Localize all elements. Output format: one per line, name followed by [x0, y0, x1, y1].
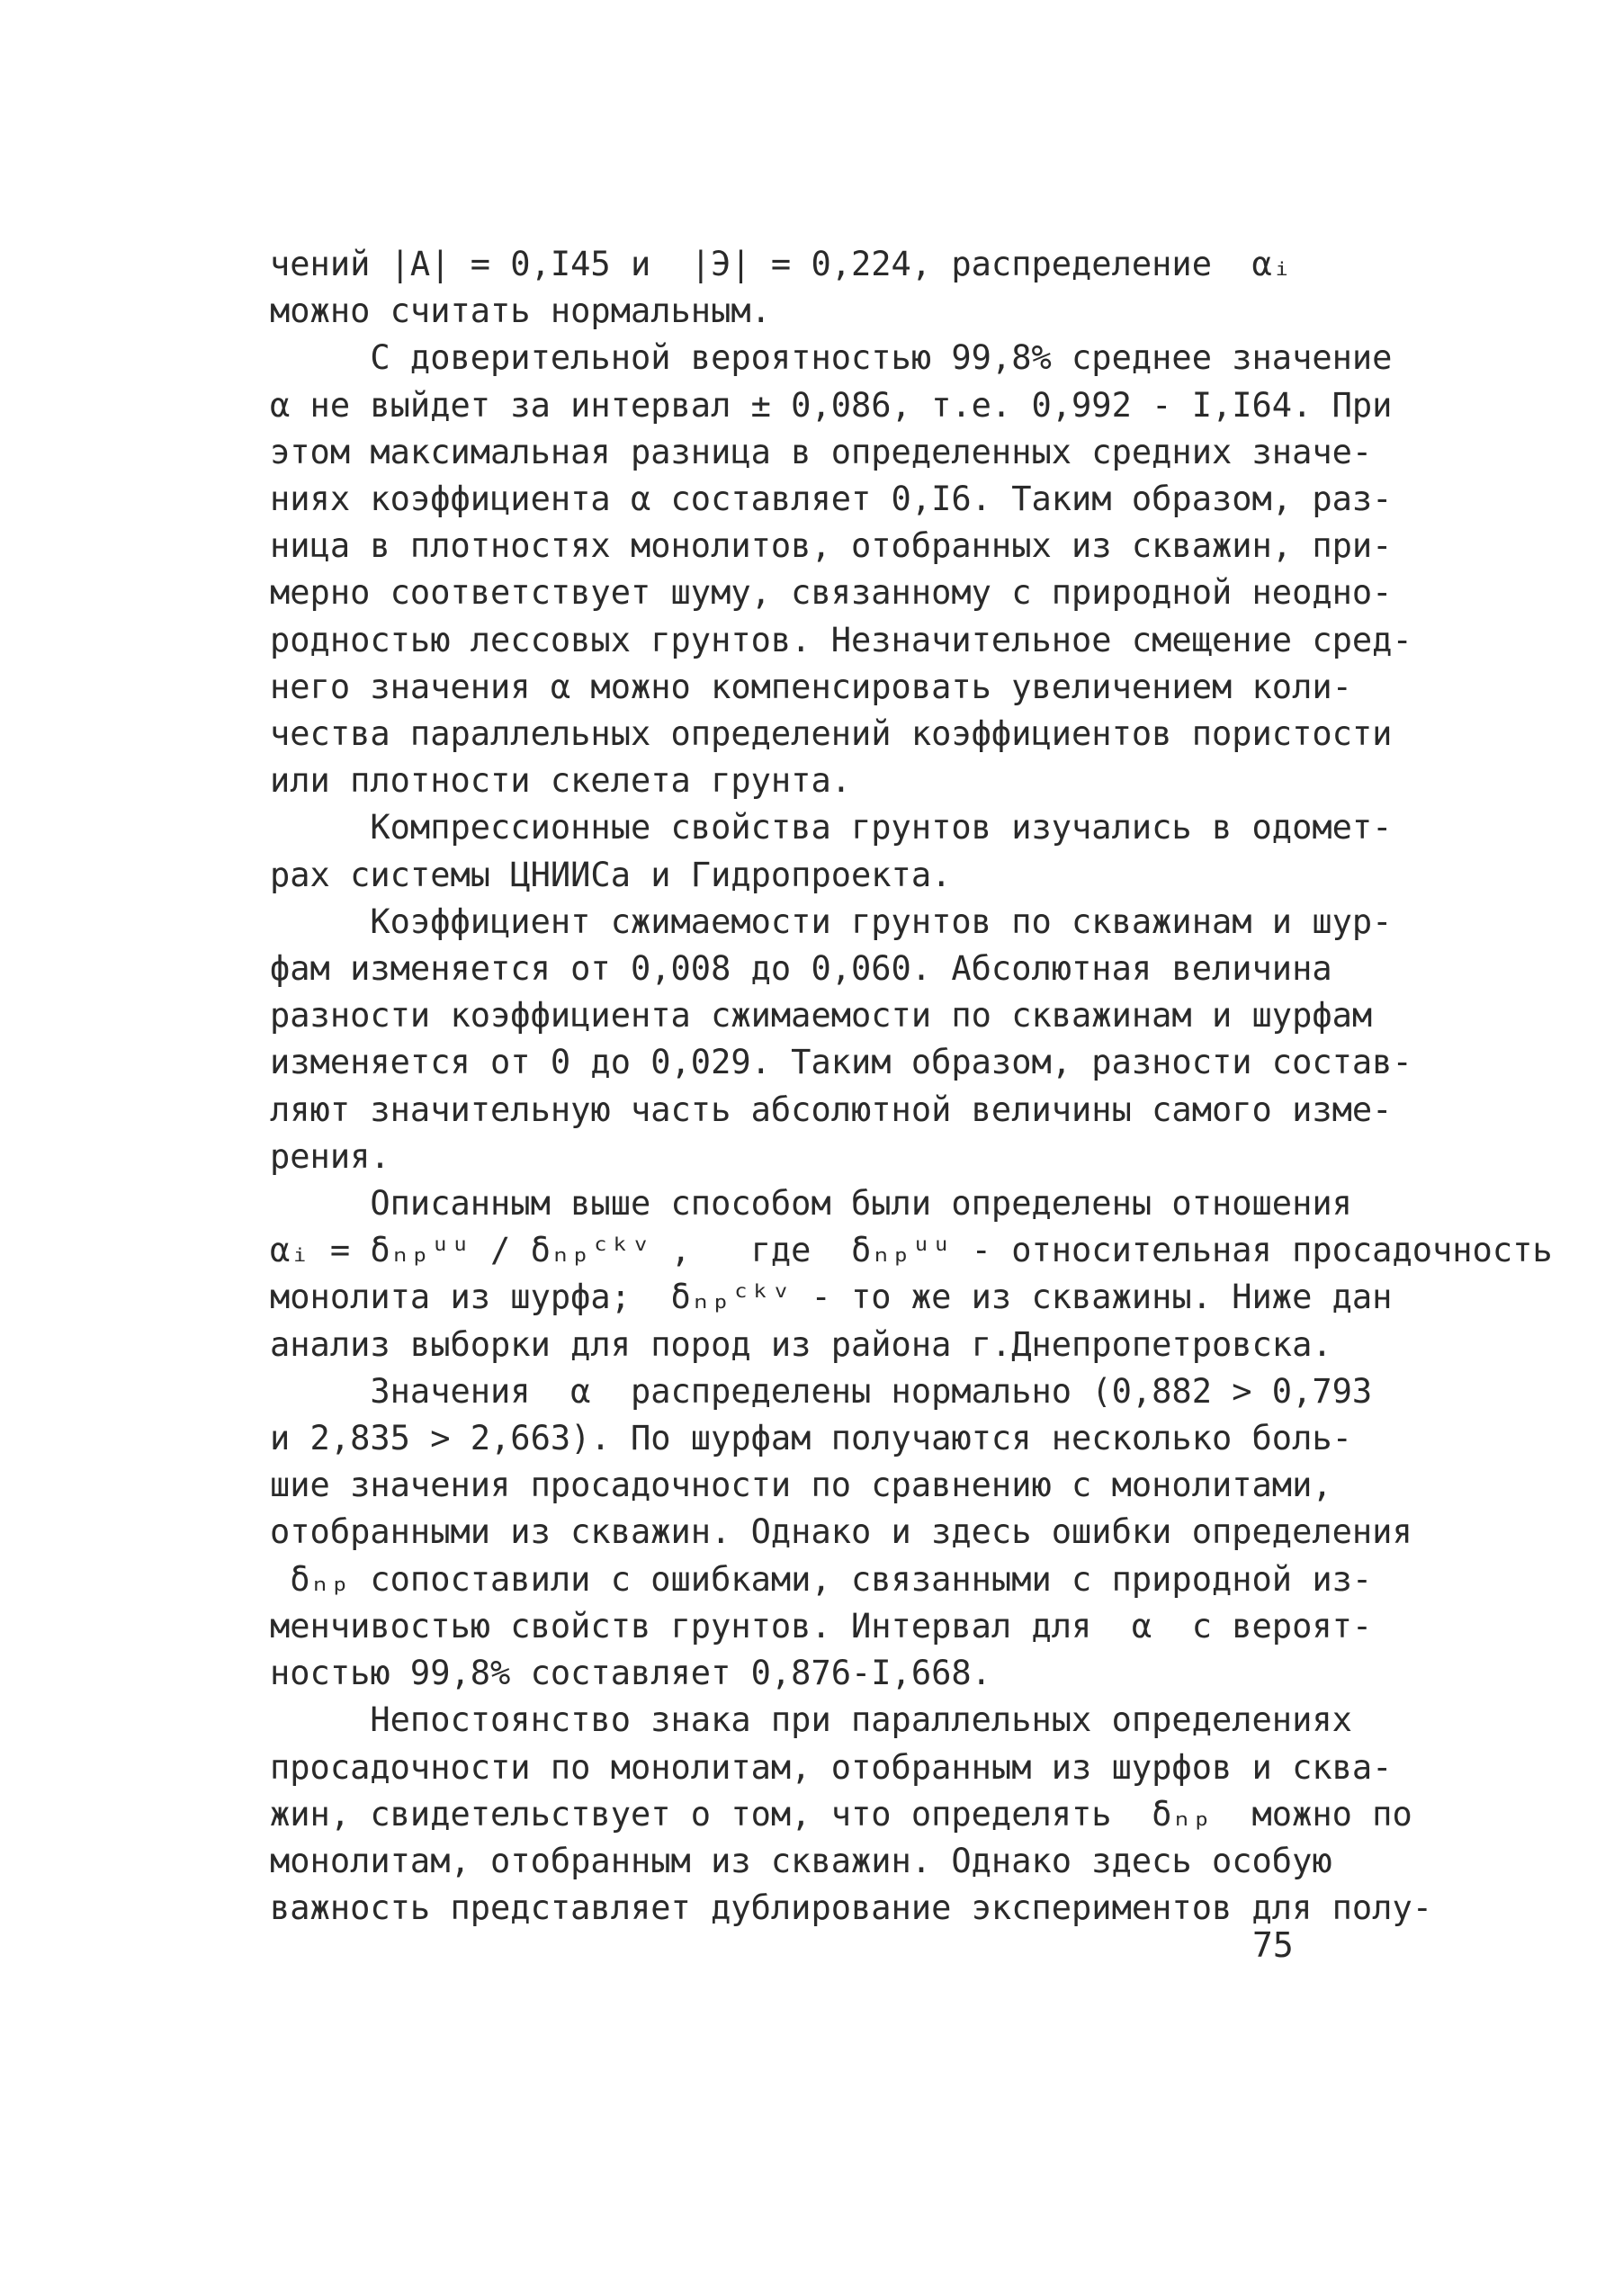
text-line: Описанным выше способом были определены отношения	[270, 1184, 1352, 1224]
text-line: ниях коэффициента α составляет 0,I6. Таким образом, раз-	[270, 480, 1393, 519]
text-line: монолитам, отобранным из скважин. Однако здесь особую	[270, 1841, 1332, 1880]
text-line: шие значения просадочности по сравнению с монолитами,	[270, 1466, 1332, 1505]
text-line: или плотности скелета грунта.	[270, 761, 852, 801]
body-text	[270, 241, 1553, 1932]
text-line: менчивостью свойств грунтов. Интервал для α с вероят-	[270, 1606, 1373, 1646]
text-line: ляют значительную часть абсолютной величины самого изме-	[270, 1090, 1393, 1129]
text-line: Коэффициент сжимаемости грунтов по скважинам и шур-	[270, 901, 1393, 941]
text-line: Непостоянство знака при параллельных определениях	[270, 1700, 1352, 1740]
text-line: можно считать нормальным.	[270, 291, 771, 331]
page-number: 75	[1252, 1925, 1294, 1965]
text-line: рах системы ЦНИИСа и Гидропроекта.	[270, 855, 952, 894]
text-line: изменяется от 0 до 0,029. Таким образом, разности состав-	[270, 1043, 1412, 1082]
text-line: Компрессионные свойства грунтов изучались в одомет-	[270, 808, 1393, 848]
text-line: фам изменяется от 0,008 до 0,060. Абсолютная величина	[270, 949, 1332, 989]
text-line: С доверительной вероятностью 99,8% среднее значение	[270, 338, 1393, 378]
text-line: мерно соответствует шуму, связанному с природной неодно-	[270, 573, 1393, 613]
text-line: рения.	[270, 1136, 390, 1176]
text-line: него значения α можно компенсировать увеличением коли-	[270, 667, 1352, 706]
text-line: α не выйдет за интервал ± 0,086, т.е. 0,992 - I,I64. При	[270, 385, 1393, 425]
text-line: и 2,835 > 2,663). По шурфам получаются несколько боль-	[270, 1419, 1352, 1458]
text-line: ностью 99,8% составляет 0,876-I,668.	[270, 1654, 991, 1693]
text-line: чества параллельных определений коэффициентов пористости	[270, 714, 1393, 754]
text-line: просадочности по монолитам, отобранным из шурфов и сква-	[270, 1747, 1393, 1787]
text-line: δₙₚ сопоставили с ошибками, связанными с природной из-	[270, 1559, 1373, 1599]
text-line: чений |А| = 0,I45 и |Э| = 0,224, распределение αᵢ	[270, 245, 1293, 283]
text-line: ница в плотностях монолитов, отобранных из скважин, при-	[270, 526, 1393, 566]
text-line: важность представляет дублирование экспериментов для полу-	[270, 1888, 1433, 1928]
text-line: монолита из шурфа; δₙₚᶜᵏᵛ - то же из скважины. Ниже дан	[270, 1278, 1393, 1317]
text-line: жин, свидетельствует о том, что определять δₙₚ можно по	[270, 1794, 1412, 1834]
text-line: этом максимальная разница в определенных средних значе-	[270, 432, 1373, 471]
text-line: отобранными из скважин. Однако и здесь ошибки определения	[270, 1512, 1412, 1552]
formula-line: αᵢ = δₙₚᵘᵘ / δₙₚᶜᵏᵛ , где δₙₚᵘᵘ - относительная просадочность	[270, 1231, 1553, 1270]
text-line: анализ выборки для пород из района г.Днепропетровска.	[270, 1324, 1332, 1364]
text-line: разности коэффициента сжимаемости по скважинам и шурфам	[270, 996, 1373, 1036]
text-line: родностью лессовых грунтов. Незначительное смещение сред-	[270, 620, 1412, 659]
text-line: Значения α распределены нормально (0,882 > 0,793	[270, 1371, 1373, 1411]
